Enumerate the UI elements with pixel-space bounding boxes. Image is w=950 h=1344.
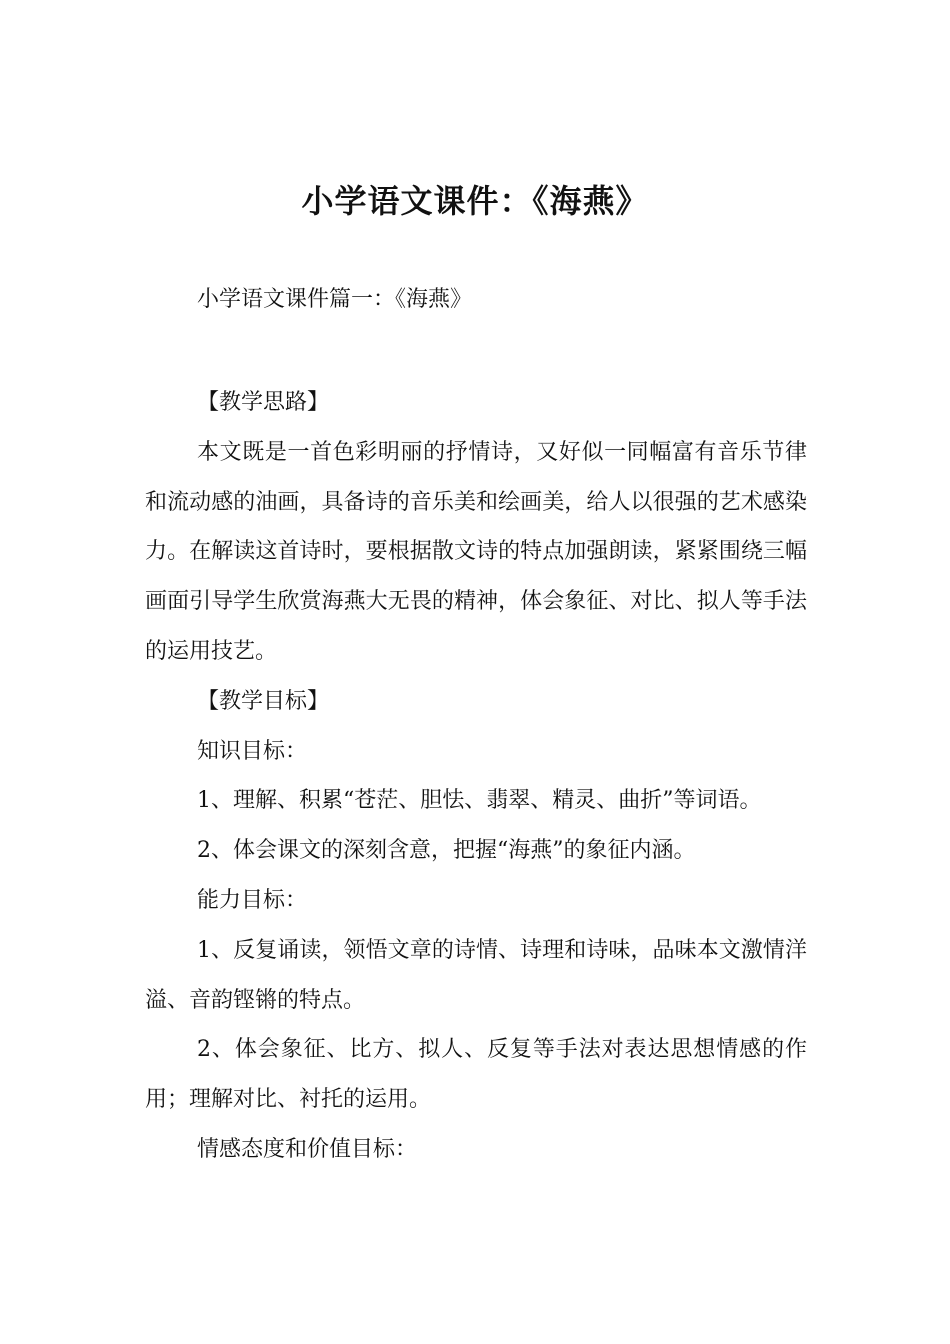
label-ability-goals: 能力目标： (197, 887, 308, 913)
knowledge-goal-2: 2、体会课文的深刻含意，把握“海燕”的象征内涵。 (197, 838, 696, 864)
document-title: 小学语文课件：《海燕》 (301, 182, 649, 220)
ability-goal-1: 1、反复诵读，领悟文章的诗情、诗理和诗味，品味本文激情洋溢、音韵铿锵的特点。 (145, 937, 807, 1013)
label-emotion-value-goals: 情感态度和价值目标： (197, 1136, 418, 1162)
paragraph-teaching-approach: 本文既是一首色彩明丽的抒情诗，又好似一同幅富有音乐节律和流动感的油画，具备诗的音乐美和绘画美，给人以很强的艺术感染力。在解读这首诗时，要根据散文诗的特点加强朗读，紧紧围绕三幅画面引导学生欣赏海燕大无畏的精神，体会象征、对比、拟人等手法的运用技艺。 (145, 439, 807, 664)
heading-teaching-approach: 【教学思路】 (197, 390, 330, 415)
knowledge-goal-1: 1、理解、积累“苍茫、胆怯、翡翠、精灵、曲折”等词语。 (197, 788, 762, 814)
document-body (145, 378, 807, 1175)
ability-goal-2: 2、体会象征、比方、拟人、反复等手法对表达思想情感的作用；理解对比、衬托的运用。 (145, 1037, 807, 1113)
label-knowledge-goals: 知识目标： (197, 738, 308, 764)
heading-teaching-goals: 【教学目标】 (197, 688, 330, 714)
section-subtitle: 小学语文课件篇一：《海燕》 (197, 287, 473, 312)
